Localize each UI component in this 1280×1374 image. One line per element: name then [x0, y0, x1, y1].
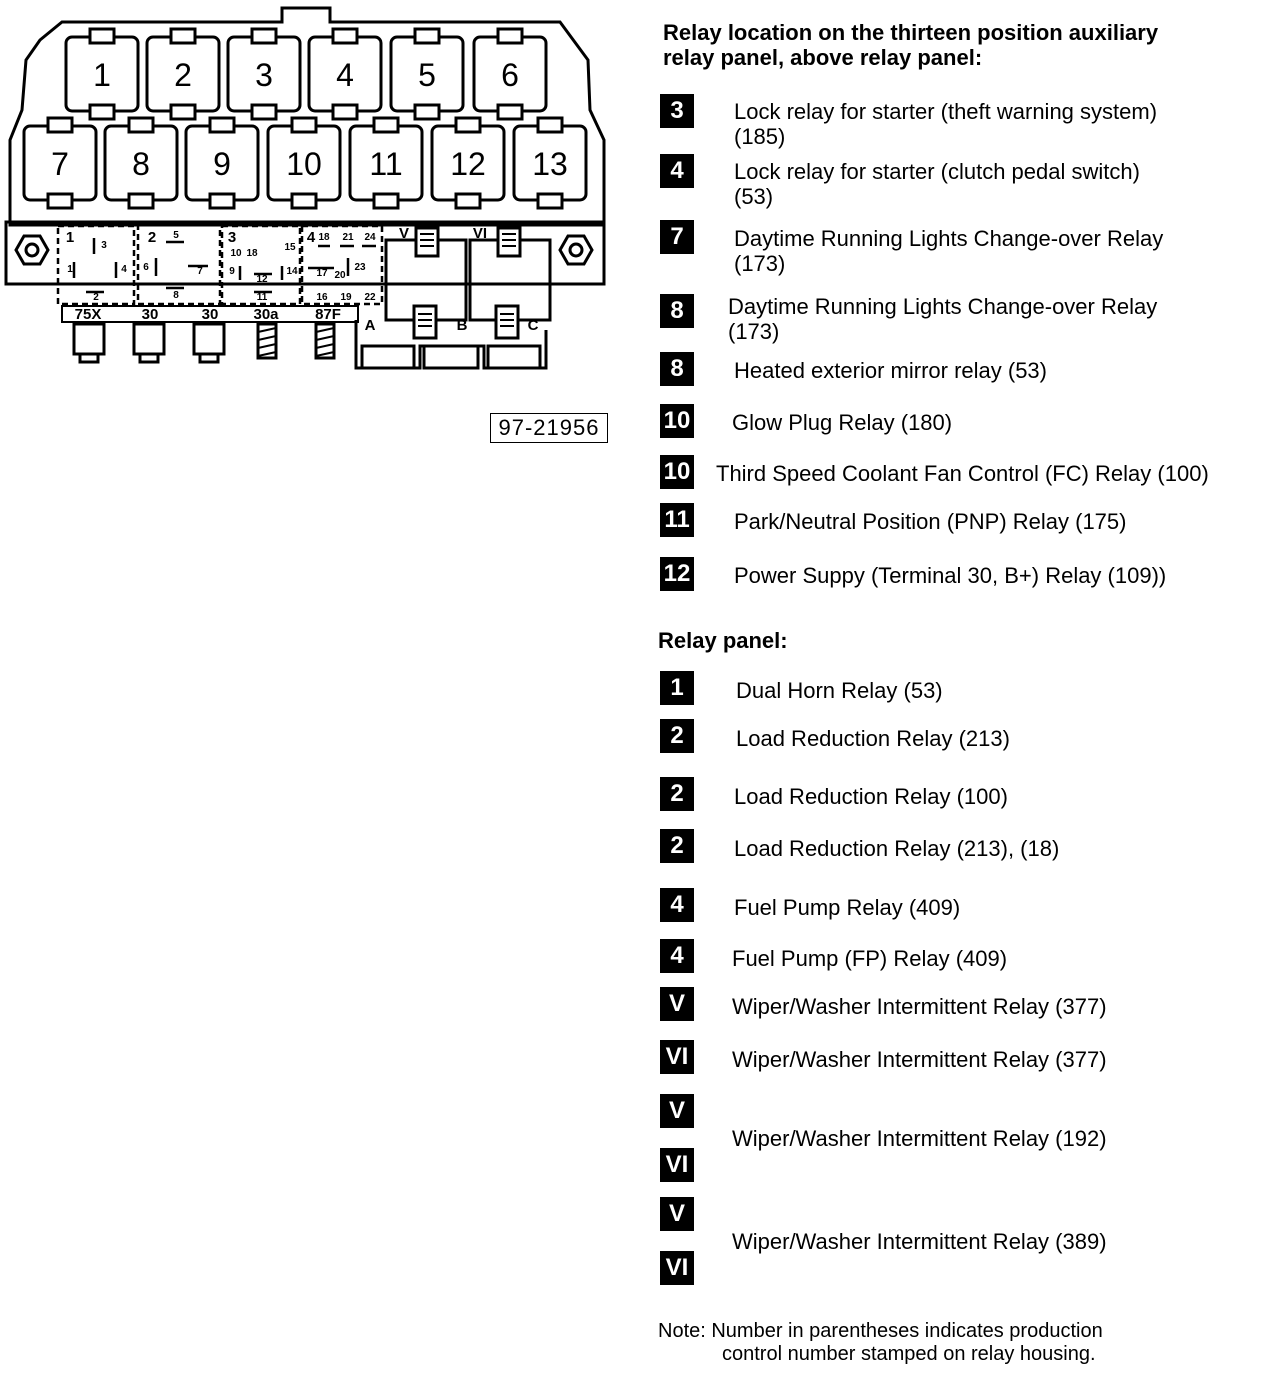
- slot-label-1: 1: [65, 229, 75, 246]
- pin-label: 2: [93, 292, 99, 303]
- relay-description: [716, 461, 1209, 486]
- relay-position-label-3: 3: [255, 57, 273, 93]
- pin-label: 22: [364, 292, 376, 303]
- relay-position-label-10: 10: [286, 146, 322, 182]
- relay-number-badge: 12: [660, 557, 694, 591]
- pin-label: 12: [256, 274, 268, 285]
- relay-number-badge: 8: [660, 352, 694, 386]
- relay-description-line1: Heated exterior mirror relay (53): [734, 358, 1047, 383]
- pin-label: 7: [197, 266, 203, 277]
- relay-position-2-tab: [171, 29, 195, 43]
- pin-label: 19: [340, 292, 352, 303]
- pin-label: 8: [173, 290, 179, 301]
- relay-position-4-tab: [333, 29, 357, 43]
- relay-number-badge: 4: [660, 888, 694, 922]
- relay-number-badge: VI: [660, 1148, 694, 1182]
- relay-position-9-tab: [210, 118, 234, 132]
- relay-position-3-tab: [252, 29, 276, 43]
- relay-description-line1: Glow Plug Relay (180): [732, 410, 953, 435]
- connector-label-c: C: [527, 317, 539, 334]
- connector-label-b: B: [456, 317, 468, 334]
- relay-description: Wiper/Washer Intermittent Relay (192): [732, 1126, 1107, 1151]
- relay-position-12-tab: [456, 118, 480, 132]
- pin-label: 14: [286, 266, 298, 277]
- relay-description-line1: Daytime Running Lights Change-over Relay: [734, 226, 1164, 251]
- relay-position-label-4: 4: [336, 57, 354, 93]
- aux-panel-heading: [663, 20, 1158, 70]
- relay-number-badge: 10: [660, 455, 694, 489]
- pin-label: 18: [246, 248, 258, 259]
- relay-position-6-tab: [498, 29, 522, 43]
- slot-label-5: V: [398, 225, 410, 242]
- relay-position-10-tab: [292, 118, 316, 132]
- terminal-label-30-b: 30: [201, 306, 219, 323]
- aux-panel-heading-line1: Relay location on the thirteen position auxiliary: [663, 20, 1159, 45]
- pin-label: 18: [318, 232, 330, 243]
- relay-number-badge: V: [660, 987, 694, 1021]
- relay-description: [732, 410, 952, 435]
- relay-description: [734, 358, 1047, 383]
- relay-number-badge: VI: [660, 1251, 694, 1285]
- footnote-line1: Note: Number in parentheses indicates production: [658, 1320, 1103, 1342]
- relay-number-badge: 11: [660, 503, 694, 537]
- relay-description: Load Reduction Relay (213): [736, 726, 1010, 751]
- relay-description: Wiper/Washer Intermittent Relay (389): [732, 1229, 1107, 1254]
- pin-label: 24: [364, 232, 376, 243]
- pin-label: 6: [143, 262, 149, 273]
- aux-panel-heading-line2: relay panel, above relay panel:: [663, 45, 983, 70]
- relay-position-11-tab: [374, 194, 398, 208]
- relay-description-line1: Power Suppy (Terminal 30, B+) Relay (109)): [734, 563, 1167, 588]
- relay-description-line1: Park/Neutral Position (PNP) Relay (175): [734, 509, 1127, 534]
- relay-description: Wiper/Washer Intermittent Relay (377): [732, 994, 1107, 1019]
- relay-number-badge: 8: [660, 294, 694, 328]
- relay-position-label-2: 2: [174, 57, 192, 93]
- relay-description-line2: (173): [734, 251, 786, 276]
- pin-label: 11: [256, 292, 268, 303]
- relay-position-label-5: 5: [418, 57, 436, 93]
- relay-number-badge: V: [660, 1094, 694, 1128]
- slot-label-2: 2: [147, 229, 157, 246]
- slot-label-4: 4: [306, 229, 316, 246]
- pin-label: 20: [334, 270, 346, 281]
- relay-position-label-8: 8: [132, 146, 150, 182]
- relay-description-line2: (185): [734, 124, 786, 149]
- relay-description: [734, 159, 1140, 209]
- slot-label-3: 3: [227, 229, 237, 246]
- pin-label: 15: [284, 242, 296, 253]
- relay-position-4-tab: [333, 105, 357, 119]
- relay-position-3-tab: [252, 105, 276, 119]
- relay-number-badge: 7: [660, 220, 694, 254]
- relay-description: Fuel Pump (FP) Relay (409): [732, 946, 1008, 971]
- relay-panel-diagram: [0, 0, 620, 390]
- relay-number-badge: 10: [660, 404, 694, 438]
- relay-description-line2: (173): [728, 319, 780, 344]
- pin-label: 5: [173, 230, 179, 241]
- relay-number-badge: 4: [660, 939, 694, 973]
- relay-position-label-7: 7: [51, 146, 69, 182]
- relay-position-label-6: 6: [501, 57, 519, 93]
- relay-position-8-tab: [129, 194, 153, 208]
- pin-label: 10: [230, 248, 242, 259]
- relay-number-badge: 2: [660, 719, 694, 753]
- relay-position-5-tab: [415, 105, 439, 119]
- relay-description: Wiper/Washer Intermittent Relay (377): [732, 1047, 1107, 1072]
- pin-label: 23: [354, 262, 366, 273]
- relay-description-line1: Lock relay for starter (clutch pedal switch): [734, 159, 1140, 184]
- terminal-label-75x: 75X: [74, 306, 102, 323]
- relay-panel-heading: Relay panel:: [658, 628, 788, 653]
- pin-label: 17: [316, 268, 328, 279]
- relay-position-11-tab: [374, 118, 398, 132]
- relay-position-10-tab: [292, 194, 316, 208]
- footnote-line2: control number stamped on relay housing.: [722, 1343, 1096, 1365]
- relay-number-badge: V: [660, 1197, 694, 1231]
- pin-label: 9: [229, 266, 235, 277]
- relay-description: Dual Horn Relay (53): [736, 678, 943, 703]
- relay-position-13-tab: [538, 194, 562, 208]
- relay-position-12-tab: [456, 194, 480, 208]
- relay-position-9-tab: [210, 194, 234, 208]
- relay-position-label-1: 1: [93, 57, 111, 93]
- pin-label: 1: [67, 264, 73, 275]
- relay-description-line1: Daytime Running Lights Change-over Relay: [728, 294, 1158, 319]
- relay-description: [728, 294, 1157, 344]
- connector-label-a: A: [364, 317, 376, 334]
- figure-number: 97-21956: [490, 413, 608, 443]
- relay-position-1-tab: [90, 105, 114, 119]
- terminal-label-30-a: 30: [141, 306, 159, 323]
- relay-position-label-11: 11: [369, 146, 403, 182]
- relay-position-13-tab: [538, 118, 562, 132]
- pin-label: 3: [101, 240, 107, 251]
- relay-number-badge: VI: [660, 1040, 694, 1074]
- relay-description: [734, 226, 1163, 276]
- footnote: [658, 1320, 1103, 1366]
- relay-description: [734, 509, 1126, 534]
- relay-description-line1: Lock relay for starter (theft warning system): [734, 99, 1158, 124]
- relay-number-badge: 2: [660, 829, 694, 863]
- relay-number-badge: 2: [660, 777, 694, 811]
- relay-position-8-tab: [129, 118, 153, 132]
- pin-label: 4: [121, 264, 127, 275]
- relay-description: Fuel Pump Relay (409): [734, 895, 961, 920]
- relay-description: [734, 563, 1166, 588]
- relay-description: [734, 99, 1157, 149]
- relay-position-7-tab: [48, 118, 72, 132]
- pin-label: 21: [342, 232, 354, 243]
- relay-description: Load Reduction Relay (100): [734, 784, 1008, 809]
- relay-position-7-tab: [48, 194, 72, 208]
- relay-number-badge: 1: [660, 671, 694, 705]
- relay-description-line2: (53): [734, 184, 774, 209]
- relay-position-6-tab: [498, 105, 522, 119]
- relay-position-label-9: 9: [213, 146, 231, 182]
- relay-number-badge: 4: [660, 154, 694, 188]
- terminal-label-30a: 30a: [253, 306, 279, 323]
- relay-position-label-13: 13: [532, 146, 568, 182]
- relay-number-badge: 3: [660, 94, 694, 128]
- terminal-label-87f: 87F: [315, 306, 341, 323]
- relay-position-1-tab: [90, 29, 114, 43]
- slot-label-6: VI: [472, 225, 488, 242]
- relay-position-5-tab: [415, 29, 439, 43]
- pin-label: 16: [316, 292, 328, 303]
- relay-description-line1: Third Speed Coolant Fan Control (FC) Relay (100): [716, 461, 1209, 486]
- relay-position-label-12: 12: [450, 146, 486, 182]
- relay-description: Load Reduction Relay (213), (18): [734, 836, 1060, 861]
- relay-position-2-tab: [171, 105, 195, 119]
